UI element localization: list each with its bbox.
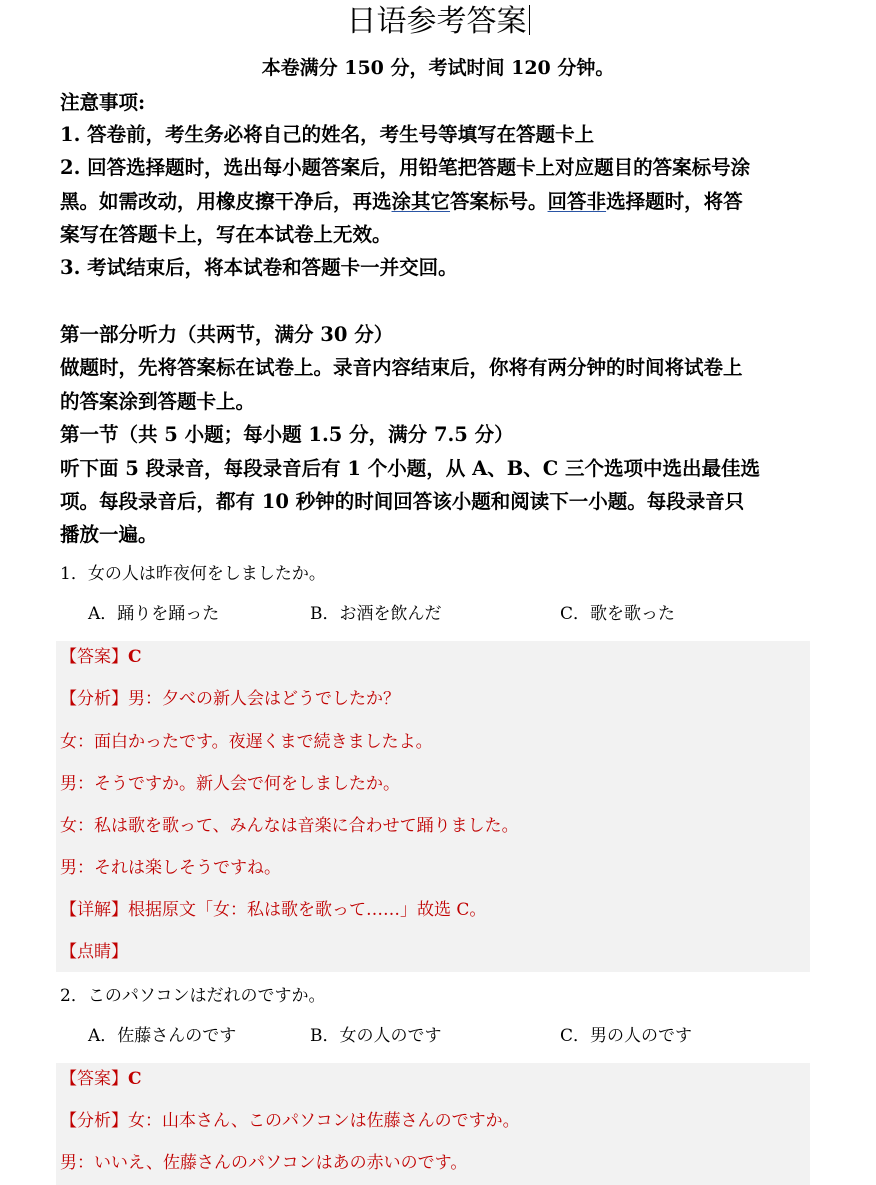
part1-heading: 第一部分听力（共两节，满分 30 分） [60,323,394,346]
q1-detail: 【详解】根据原文「女：私は歌を歌って……」故选 C。 [60,900,487,920]
note-3: 3. 考试结束后，将本试卷和答题卡一并交回。 [60,256,458,279]
note-1: 1. 答卷前，考生务必将自己的姓名，考生号等填写在答题卡上 [60,123,595,146]
q1-answer: 【答案】C [60,647,142,667]
section1-instr-line-1: 听下面 5 段录音，每段录音后有 1 个小题，从 A、B、C 三个选项中选出最佳选 [60,457,761,480]
part1-desc-line-1: 做题时，先将答案标在试卷上。录音内容结束后，你将有两分钟的时间将试卷上 [60,356,743,379]
q2-option-a: A．佐藤さんのです [88,1026,237,1046]
q2-analysis-line-1: 【分析】女：山本さん、このパソコンは佐藤さんのですか。 [60,1111,520,1131]
exam-subtitle: 本卷满分 150 分，考试时间 120 分钟。 [261,57,615,79]
q1-analysis-line-1: 【分析】男：夕べの新人会はどうでしたか？ [60,689,400,709]
q1-point: 【点睛】 [60,942,128,962]
question-1: 1．女の人は昨夜何をしましたか。 [60,564,326,584]
q2-option-c: C．男の人のです [560,1026,693,1046]
page-title: 日语参考答案 [0,4,876,40]
q1-option-c: C．歌を歌った [560,604,676,624]
note-2-line-2: 黑。如需改动，用橡皮擦干净后，再选涂其它答案标号。回答非选择题时，将答 [60,190,743,213]
q2-answer: 【答案】C [60,1069,142,1089]
q1-analysis-line-2: 女：面白かったです。夜遅くまで続きましたよ。 [60,732,433,752]
q1-analysis-line-5: 男：それは楽しそうですね。 [60,858,281,878]
q1-analysis-line-3: 男：そうですか。新人会で何をしましたか。 [60,774,400,794]
section1-instr-line-2: 项。每段录音后，都有 10 秒钟的时间回答该小题和阅读下一小题。每段录音只 [60,490,745,513]
text-cursor [529,5,530,35]
q2-analysis-line-2: 男：いいえ、佐藤さんのパソコンはあの赤いのです。 [60,1153,468,1173]
underlined-text: 回答非 [547,190,607,213]
q1-analysis-line-4: 女：私は歌を歌って、みんなは音楽に合わせて踊りました。 [60,816,519,836]
part1-desc-line-2: 的答案涂到答题卡上。 [60,390,256,413]
q1-option-b: B．お酒を飲んだ [310,604,442,624]
question-2: 2．このパソコンはだれのですか。 [60,986,326,1006]
notes-heading: 注意事项: [60,91,146,114]
note-2-line-1: 2. 回答选择题时，选出每小题答案后，用铅笔把答题卡上对应题目的答案标号涂 [60,156,751,179]
section1-instr-line-3: 播放一遍。 [60,523,158,546]
q2-option-b: B．女の人のです [310,1026,442,1046]
note-2-line-3: 案写在答题卡上，写在本试卷上无效。 [60,223,392,246]
q1-option-a: A．踊りを踊った [88,604,220,624]
underlined-text: 涂其它 [391,190,451,213]
section1-heading: 第一节（共 5 小题；每小题 1.5 分，满分 7.5 分） [60,423,514,446]
